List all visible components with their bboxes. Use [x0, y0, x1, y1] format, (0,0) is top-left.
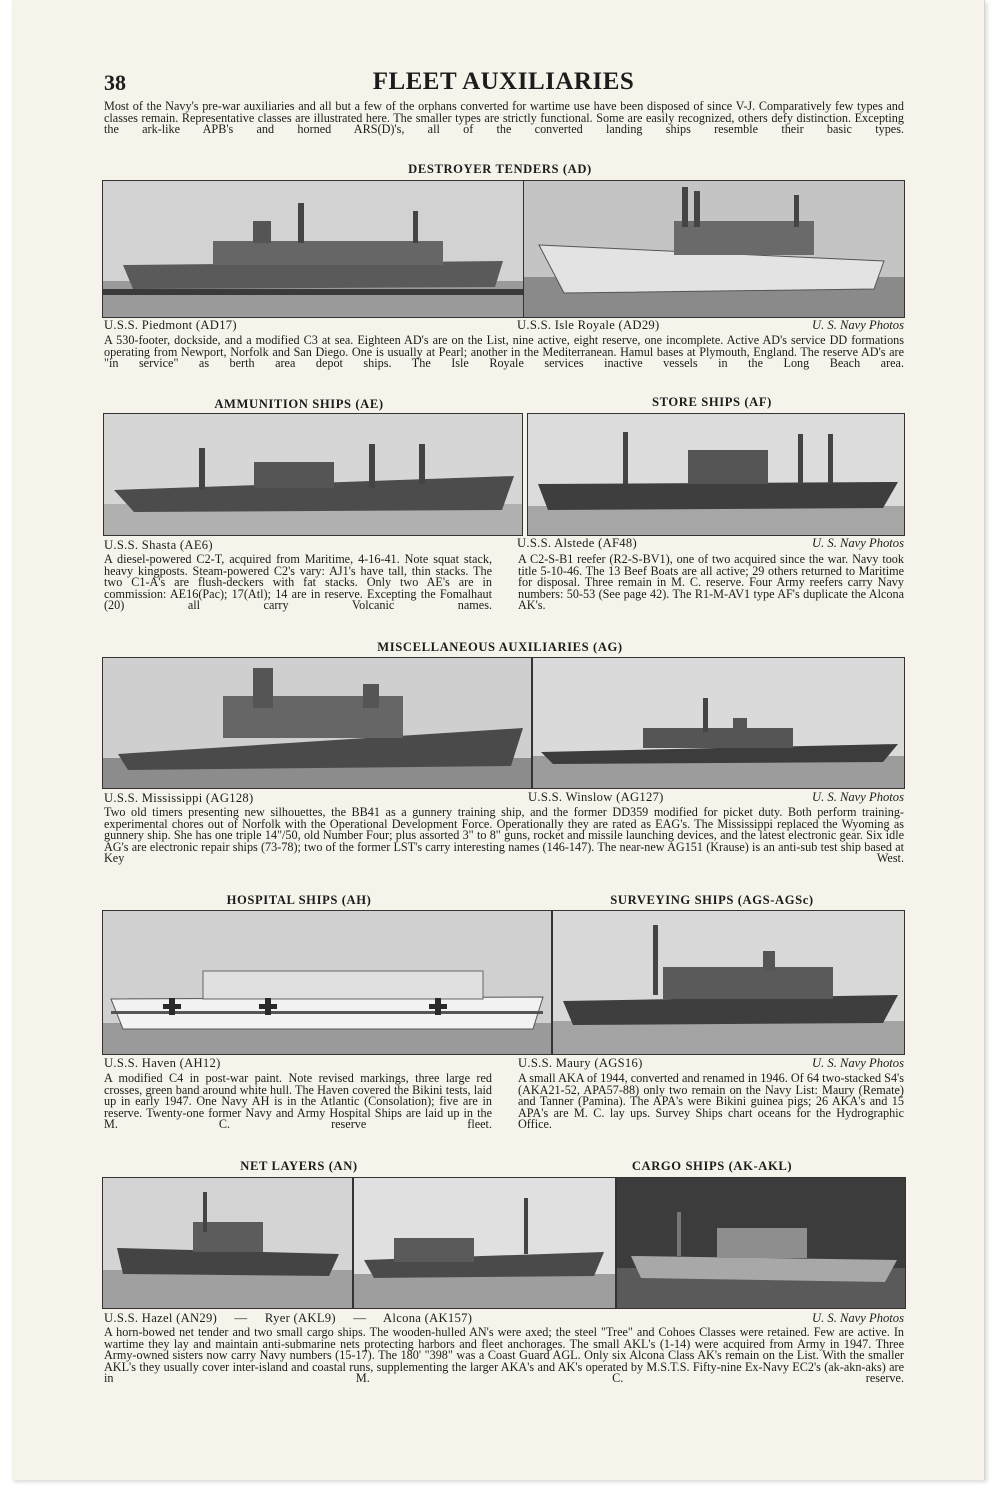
- photo-hazel: [102, 1177, 353, 1309]
- photo-haven: [102, 910, 552, 1055]
- photo-alcona: [616, 1177, 906, 1309]
- heading-ammunition-ships: AMMUNITION SHIPS (AE): [214, 397, 384, 411]
- caption-shasta: U.S.S. Shasta (AE6): [104, 538, 213, 552]
- photo-credit-ag: U. S. Navy Photos: [812, 790, 904, 804]
- heading-surveying-ships: SURVEYING SHIPS (AGS-AGSc): [610, 893, 814, 907]
- photo-mississippi: [102, 657, 532, 789]
- paragraph-net-layers-cargo: A horn-bowed net tender and two small cargo ships. The wooden-hulled AN's were axed; the steel "Tree" and Cohoes Classes were retained. Few are active. In wartime they lay and maintain anti-submarine nets protecting harbors and fleet anchorages. The small AKL's (1-14) were acquired from Army in 1947. Three Army-owned sisters now carry Navy numbers (15-17). The 180' "398" was a Coast Guard AGL. Only six Alcona Class AK's remain on the List. With the smaller AKL's they usually cover inter-island and coastal runs, supplementing the larger AKA's and AK's operated by M.S.T.S. Fifty-nine Ex-Navy EC2's (ak-akn-aks) are in M. C. reserve.: [104, 1327, 904, 1386]
- photo-credit-af: U. S. Navy Photos: [812, 536, 904, 550]
- paragraph-destroyer-tenders: A 530-footer, dockside, and a modified C3 at sea. Eighteen AD's are on the List, nine active, eight reserve, one incomplete. Active AD's service DD formations operating from Newport, Norfolk and San Diego. One is usually at Pearl; another in the Mediterranean. Hamul bases at Plymouth, England. The reserve AD's are "in service" as berth area depot ships. The Isle Royale services inactive vessels in the Long Beach area.: [104, 335, 904, 371]
- photo-credit-an: U. S. Navy Photos: [812, 1311, 904, 1325]
- heading-destroyer-tenders: DESTROYER TENDERS (AD): [408, 162, 592, 176]
- photo-maury: [552, 910, 905, 1055]
- caption-maury: U.S.S. Maury (AGS16): [518, 1056, 643, 1070]
- heading-store-ships: STORE SHIPS (AF): [652, 395, 772, 409]
- photo-shasta: [103, 413, 523, 536]
- caption-piedmont: U.S.S. Piedmont (AD17): [104, 318, 237, 332]
- caption-separator: —: [234, 1311, 248, 1325]
- caption-row-an-ak: [104, 1311, 472, 1326]
- intro-paragraph: Most of the Navy's pre-war auxiliaries and all but a few of the orphans converted for wartime use have been disposed of since V-J. Comparatively few types and classes remain. Representative classes are illustrated here. The smaller types are strictly functional. Some are easily recognized, others defy distinction. Excepting the ark-like APB's and horned ARS(D)'s, all of the converted landing ships resemble their basic types.: [104, 101, 904, 137]
- photo-ryer: [353, 1177, 616, 1309]
- heading-cargo-ships: CARGO SHIPS (AK-AKL): [631, 1159, 793, 1173]
- paragraph-surveying-ships: A small AKA of 1944, converted and renamed in 1946. Of 64 two-stacked S4's (AKA21-52, APA57-88) only two remain on the Navy List: Maury (Remate) and Tanner (Pamina). The APA's were Bikini guinea pigs; 26 AKA's and 15 APA's are M. C. lay ups. Survey Ships chart oceans for the Hydrographic Office.: [518, 1073, 904, 1132]
- caption-mississippi: U.S.S. Mississippi (AG128): [104, 791, 254, 805]
- caption-separator: —: [353, 1311, 367, 1325]
- paragraph-store-ships: A C2-S-B1 reefer (R2-S-BV1), one of two acquired since the war. Navy took title 5-10-46. The 13 Beef Boats are all active; 29 others returned to Maritime for disposal. Three remain in M. C. reserve. Four Army reefers carry Navy numbers: 50-53 (See page 42). The R1-M-AV1 type AF's duplicate the Alcona AK's.: [518, 554, 904, 613]
- photo-piedmont: [102, 180, 524, 318]
- photo-winslow: [532, 657, 905, 789]
- paragraph-misc-auxiliaries: Two old timers presenting new silhouettes, the BB41 as a gunnery training ship, and the former DD359 modified for picket duty. Both perform training-experimental chores out of Norfolk with the Operational Development Force. Operationally they are rated as EAG's. The Mississippi replaced the Wyoming as gunnery ship. She has one triple 14"/50, old Number Four; plus assorted 3" to 8" guns, rocket and missile launching devices, and the latest electronic gear. Six idle AG's are electronic repair ships (73-78); two of the former LST's carry interesting names (146-147). The near-new AG151 (Krause) is an anti-sub test ship based at Key West.: [104, 807, 904, 866]
- caption-alstede: U.S.S. Alstede (AF48): [517, 536, 637, 550]
- photo-credit-ad: U. S. Navy Photos: [812, 318, 904, 332]
- caption-hazel: U.S.S. Hazel (AN29): [104, 1311, 218, 1325]
- page-number: 38: [104, 70, 126, 95]
- heading-net-layers: NET LAYERS (AN): [240, 1159, 358, 1173]
- caption-isle-royale: U.S.S. Isle Royale (AD29): [517, 318, 660, 332]
- paragraph-hospital-ships: A modified C4 in post-war paint. Note revised markings, three large red crosses, green band around white hull. The Haven covered the Bikini tests, laid up in early 1947. One Navy AH is in the Atlantic (Consolation); five are in reserve. Twenty-one former Navy and Army Hospital Ships are laid up in the M. C. reserve fleet.: [104, 1073, 492, 1132]
- caption-winslow: U.S.S. Winslow (AG127): [528, 790, 664, 804]
- photo-isle-royale: [523, 180, 905, 318]
- heading-misc-auxiliaries: MISCELLANEOUS AUXILIARIES (AG): [377, 640, 623, 654]
- photo-alstede: [527, 413, 905, 536]
- page-title: FLEET AUXILIARIES: [372, 68, 635, 95]
- caption-haven: U.S.S. Haven (AH12): [104, 1056, 221, 1070]
- heading-hospital-ships: HOSPITAL SHIPS (AH): [226, 893, 372, 907]
- caption-alcona: Alcona (AK157): [383, 1311, 473, 1325]
- paragraph-ammunition-ships: A diesel-powered C2-T, acquired from Maritime, 4-16-41. Note squat stack, heavy kingposts. Steam-powered C2's vary: AJ1's have tall, thin stacks. The two C1-A's are flush-deckers with fat stacks. Only two AE's are in commission: AE16(Pac); 17(Atl); 14 are in reserve. Excepting the Fomalhaut (20) all carry Volcanic names.: [104, 554, 492, 613]
- photo-credit-ags: U. S. Navy Photos: [812, 1056, 904, 1070]
- caption-ryer: Ryer (AKL9): [264, 1311, 336, 1325]
